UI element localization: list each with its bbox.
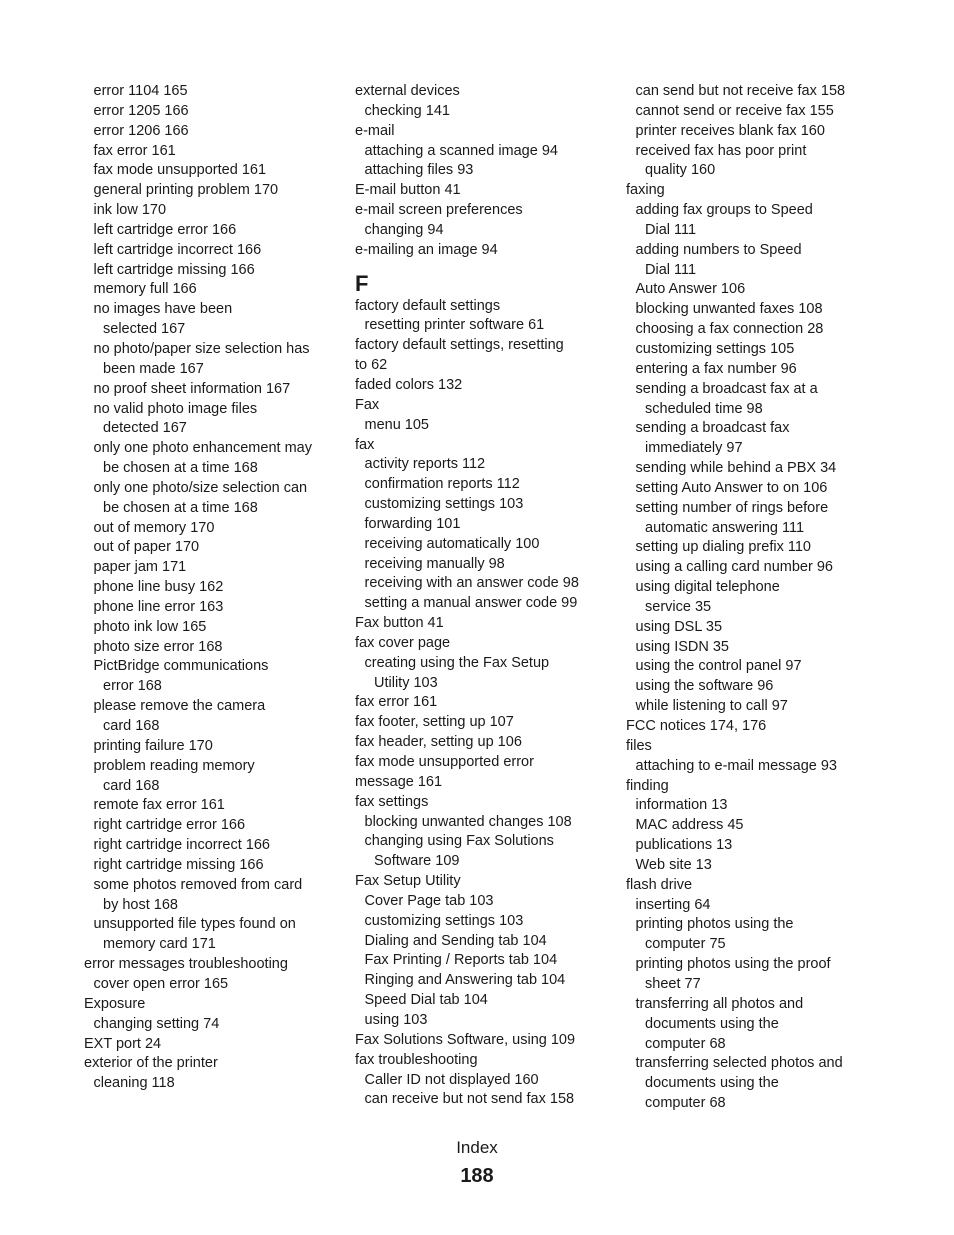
- index-subentry: some photos removed from card: [93, 876, 303, 893]
- index-subentry: activity reports 112: [364, 456, 486, 473]
- index-subentry: customizing settings 103: [364, 912, 524, 929]
- index-entry: faxing: [626, 182, 665, 199]
- index-subentry: be chosen at a time 168: [103, 460, 258, 477]
- index-subentry: Cover Page tab 103: [364, 892, 494, 909]
- index-subentry: please remove the camera: [93, 698, 266, 715]
- index-subentry: documents using the: [645, 1075, 779, 1092]
- index-subentry: out of memory 170: [93, 519, 215, 536]
- index-subentry: ink low 170: [93, 202, 167, 219]
- index-subentry: transferring selected photos and: [635, 1055, 843, 1072]
- index-entry: e-mail: [355, 122, 395, 139]
- index-subentry: been made 167: [103, 360, 204, 377]
- index-subentry: customizing settings 103: [364, 496, 524, 513]
- index-subentry: creating using the Fax Setup: [364, 654, 550, 671]
- index-subentry: Caller ID not displayed 160: [364, 1071, 539, 1088]
- index-subentry: received fax has poor print: [635, 142, 807, 159]
- index-entry: fax settings: [355, 793, 429, 810]
- index-subentry: using digital telephone: [635, 579, 780, 596]
- index-entry: e-mailing an image 94: [355, 241, 498, 258]
- index-entry: Fax button 41: [355, 615, 444, 632]
- index-subentry: setting a manual answer code 99: [364, 595, 578, 612]
- index-subentry: MAC address 45: [635, 817, 744, 834]
- index-subentry: card 168: [103, 777, 160, 794]
- index-subentry: card 168: [103, 718, 160, 734]
- index-subentry: Web site 13: [635, 856, 712, 873]
- index-subentry: using the software 96: [635, 678, 774, 695]
- section-letter-heading: F: [355, 270, 369, 296]
- index-subentry: photo ink low 165: [93, 618, 207, 635]
- index-entry: Fax: [355, 396, 380, 413]
- index-subentry: be chosen at a time 168: [103, 499, 258, 516]
- index-entry: fax header, setting up 106: [355, 734, 522, 751]
- footer-section-label: Index: [456, 1138, 498, 1157]
- index-entry: fax: [355, 436, 375, 453]
- index-subentry: changing setting 74: [93, 1015, 220, 1032]
- index-subentry: no valid photo image files: [93, 400, 258, 417]
- index-subentry: printing photos using the: [635, 916, 794, 933]
- index-subentry: changing using Fax Solutions: [364, 833, 554, 850]
- index-entry: message 161: [355, 773, 443, 790]
- index-entry: error messages troubleshooting: [84, 956, 288, 973]
- index-subentry: attaching a scanned image 94: [364, 142, 558, 159]
- index-subentry: receiving automatically 100: [364, 535, 540, 552]
- index-subentry: adding fax groups to Speed: [635, 202, 813, 219]
- index-subentry: paper jam 171: [93, 559, 187, 576]
- index-subentry: blocking unwanted faxes 108: [635, 301, 823, 318]
- index-entry: fax mode unsupported error: [355, 754, 534, 770]
- index-subentry: error 168: [103, 678, 162, 695]
- index-subentry: publications 13: [635, 837, 733, 854]
- index-subentry: error 1206 166: [93, 122, 189, 139]
- index-subentry: forwarding 101: [364, 515, 461, 532]
- index-subentry: only one photo/size selection can: [93, 479, 308, 496]
- index-subentry: customizing settings 105: [635, 340, 795, 357]
- index-entry: files: [626, 737, 652, 754]
- index-entry: factory default settings: [355, 297, 501, 314]
- index-subentry: fax error 161: [93, 142, 176, 159]
- index-subentry: attaching to e-mail message 93: [635, 757, 837, 774]
- index-subentry: can send but not receive fax 158: [635, 83, 846, 99]
- index-subentry: unsupported file types found on: [93, 916, 296, 933]
- index-entry: Exposure: [84, 995, 146, 1012]
- index-subentry: Dial 111: [645, 261, 697, 278]
- index-subentry: attaching files 93: [364, 162, 474, 179]
- index-subentry: fax mode unsupported 161: [93, 162, 267, 179]
- index-subentry: using DSL 35: [635, 618, 723, 635]
- index-entry: factory default settings, resetting: [355, 337, 564, 354]
- index-subentry: service 35: [645, 598, 712, 615]
- index-subentry: memory card 171: [103, 936, 216, 953]
- index-subentry: changing 94: [364, 221, 444, 238]
- index-subentry: out of paper 170: [93, 539, 200, 556]
- index-subentry: Speed Dial tab 104: [364, 992, 488, 1009]
- index-subentry: checking 141: [364, 102, 450, 119]
- index-subentry: adding numbers to Speed: [635, 241, 802, 258]
- index-entry: Fax Solutions Software, using 109: [355, 1031, 576, 1048]
- index-subentry: Auto Answer 106: [635, 281, 746, 298]
- index-subentry: sending a broadcast fax: [635, 420, 790, 437]
- index-subentry: using ISDN 35: [635, 638, 729, 655]
- index-subentry: left cartridge error 166: [93, 221, 237, 238]
- index-subentry: printer receives blank fax 160: [635, 122, 825, 139]
- index-subentry: by host 168: [103, 896, 178, 913]
- index-subentry: information 13: [635, 797, 728, 814]
- index-subentry: photo size error 168: [93, 638, 223, 655]
- index-entry: to 62: [355, 357, 388, 374]
- index-subentry: receiving with an answer code 98: [364, 575, 579, 592]
- index-entry: e-mail screen preferences: [355, 202, 523, 219]
- index-subentry: while listening to call 97: [635, 698, 788, 715]
- index-entry: exterior of the printer: [84, 1055, 218, 1072]
- index-subentry: inserting 64: [635, 896, 711, 913]
- index-entry: E-mail button 41: [355, 182, 461, 199]
- index-subentry: computer 75: [645, 936, 726, 953]
- index-column-3: [626, 82, 896, 1114]
- index-subentry: setting Auto Answer to on 106: [635, 479, 828, 496]
- index-subentry: scheduled time 98: [645, 400, 763, 417]
- index-subentry: Dialing and Sending tab 104: [364, 932, 547, 949]
- index-entry: faded colors 132: [355, 376, 463, 393]
- index-entry: FCC notices 174, 176: [626, 718, 767, 734]
- index-subentry: cleaning 118: [93, 1075, 175, 1092]
- index-subentry: sheet 77: [645, 975, 701, 992]
- index-subentry: quality 160: [645, 162, 716, 179]
- index-subentry: right cartridge missing 166: [93, 856, 264, 873]
- index-subentry: no images have been: [93, 301, 233, 318]
- index-entry: EXT port 24: [84, 1035, 162, 1052]
- index-subentry: entering a fax number 96: [635, 360, 797, 377]
- index-subentry: documents using the: [645, 1015, 779, 1032]
- index-subentry: Utility 103: [374, 674, 438, 691]
- index-subentry: using a calling card number 96: [635, 559, 833, 576]
- index-subentry: Software 109: [374, 853, 460, 870]
- index-subentry: no photo/paper size selection has: [93, 340, 310, 357]
- index-subentry: selected 167: [103, 321, 186, 338]
- index-subentry: immediately 97: [645, 440, 743, 457]
- index-subentry: right cartridge incorrect 166: [93, 837, 270, 854]
- index-subentry: automatic answering 111: [645, 519, 805, 536]
- index-subentry: no proof sheet information 167: [93, 380, 291, 397]
- index-subentry: cannot send or receive fax 155: [635, 102, 834, 119]
- index-column-1: [84, 82, 354, 1094]
- index-subentry: receiving manually 98: [364, 555, 505, 572]
- index-subentry: choosing a fax connection 28: [635, 321, 824, 338]
- index-subentry: cover open error 165: [93, 975, 229, 992]
- index-subentry: setting number of rings before: [635, 499, 829, 516]
- index-subentry: phone line error 163: [93, 598, 224, 615]
- index-subentry: left cartridge missing 166: [93, 261, 255, 278]
- index-subentry: using 103: [364, 1011, 428, 1028]
- index-subentry: printing failure 170: [93, 737, 213, 754]
- index-entry: Fax Setup Utility: [355, 873, 461, 890]
- index-subentry: detected 167: [103, 420, 187, 437]
- index-entry: fax footer, setting up 107: [355, 714, 514, 731]
- index-subentry: memory full 166: [93, 281, 197, 298]
- index-subentry: right cartridge error 166: [93, 817, 246, 834]
- index-entry: fax error 161: [355, 694, 438, 711]
- index-subentry: only one photo enhancement may: [93, 440, 312, 457]
- index-subentry: computer 68: [645, 1035, 726, 1052]
- page-number: 188: [460, 1165, 494, 1187]
- index-subentry: sending while behind a PBX 34: [635, 460, 837, 477]
- index-subentry: confirmation reports 112: [364, 476, 520, 493]
- index-entry: fax troubleshooting: [355, 1051, 478, 1068]
- index-subentry: blocking unwanted changes 108: [364, 813, 572, 830]
- index-subentry: problem reading memory: [93, 757, 255, 774]
- index-subentry: general printing problem 170: [93, 182, 279, 199]
- index-entry: finding: [626, 777, 669, 794]
- index-entry: fax cover page: [355, 634, 451, 651]
- index-subentry: left cartridge incorrect 166: [93, 241, 262, 258]
- index-entry: flash drive: [626, 876, 693, 893]
- index-subentry: Ringing and Answering tab 104: [364, 972, 566, 989]
- index-subentry: menu 105: [364, 416, 429, 433]
- index-subentry: phone line busy 162: [93, 579, 224, 596]
- index-subentry: sending a broadcast fax at a: [635, 380, 818, 397]
- index-column-2: [355, 82, 625, 1110]
- index-subentry: remote fax error 161: [93, 797, 225, 814]
- index-subentry: PictBridge communications: [93, 658, 269, 675]
- index-subentry: can receive but not send fax 158: [364, 1091, 575, 1108]
- index-subentry: error 1205 166: [93, 102, 189, 119]
- index-subentry: computer 68: [645, 1095, 726, 1112]
- index-subentry: transferring all photos and: [635, 995, 804, 1012]
- index-subentry: Fax Printing / Reports tab 104: [364, 952, 558, 969]
- index-subentry: Dial 111: [645, 221, 697, 238]
- index-subentry: error 1104 165: [93, 83, 188, 99]
- index-subentry: setting up dialing prefix 110: [635, 539, 811, 556]
- index-subentry: resetting printer software 61: [364, 317, 545, 334]
- index-entry: external devices: [355, 83, 460, 99]
- index-subentry: using the control panel 97: [635, 658, 802, 675]
- index-subentry: printing photos using the proof: [635, 956, 831, 973]
